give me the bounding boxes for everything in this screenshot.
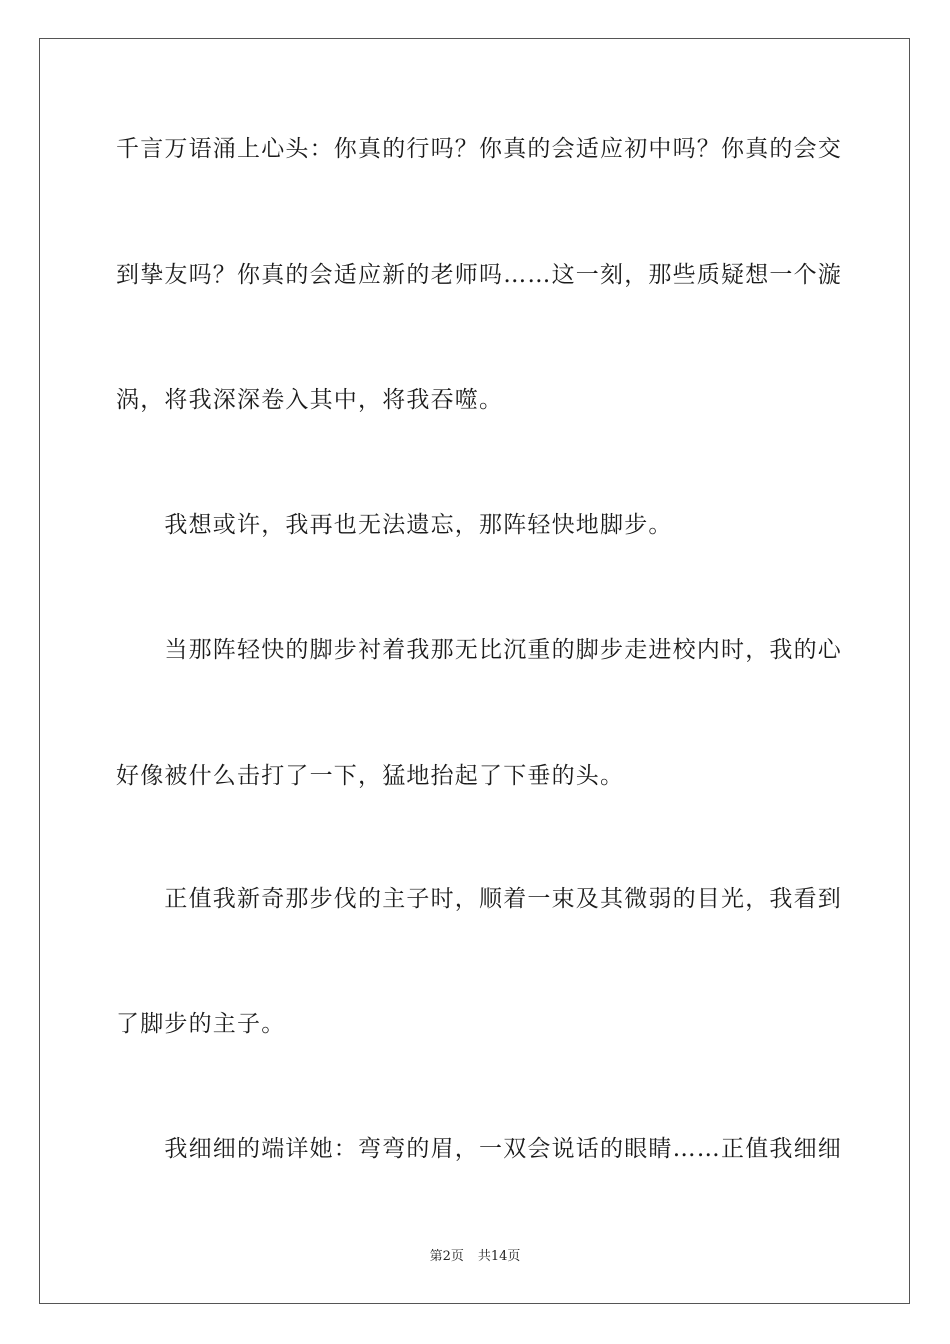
text-line: 涡，将我深深卷入其中，将我吞噬。 (116, 387, 504, 413)
text-line: 我细细的端详她：弯弯的眉，一双会说话的眼睛……正值我细细 (116, 1136, 842, 1162)
page-number-total: 共14页 (477, 1249, 521, 1264)
page-footer (0, 1248, 950, 1266)
text-line: 正值我新奇那步伐的主子时，顺着一束及其微弱的目光，我看到 (116, 886, 842, 912)
text-line: 好像被什么击打了一下，猛地抬起了下垂的头。 (116, 763, 625, 789)
text-line: 千言万语涌上心头：你真的行吗？你真的会适应初中吗？你真的会交 (116, 136, 842, 162)
page-border (39, 38, 910, 1304)
page-number-current: 第2页 (429, 1249, 464, 1264)
text-line: 了脚步的主子。 (116, 1011, 286, 1037)
text-line: 到挚友吗？你真的会适应新的老师吗……这一刻，那些质疑想一个漩 (116, 262, 842, 288)
text-line: 我想或许，我再也无法遗忘，那阵轻快地脚步。 (116, 512, 673, 538)
text-line: 当那阵轻快的脚步衬着我那无比沉重的脚步走进校内时，我的心 (116, 637, 842, 663)
